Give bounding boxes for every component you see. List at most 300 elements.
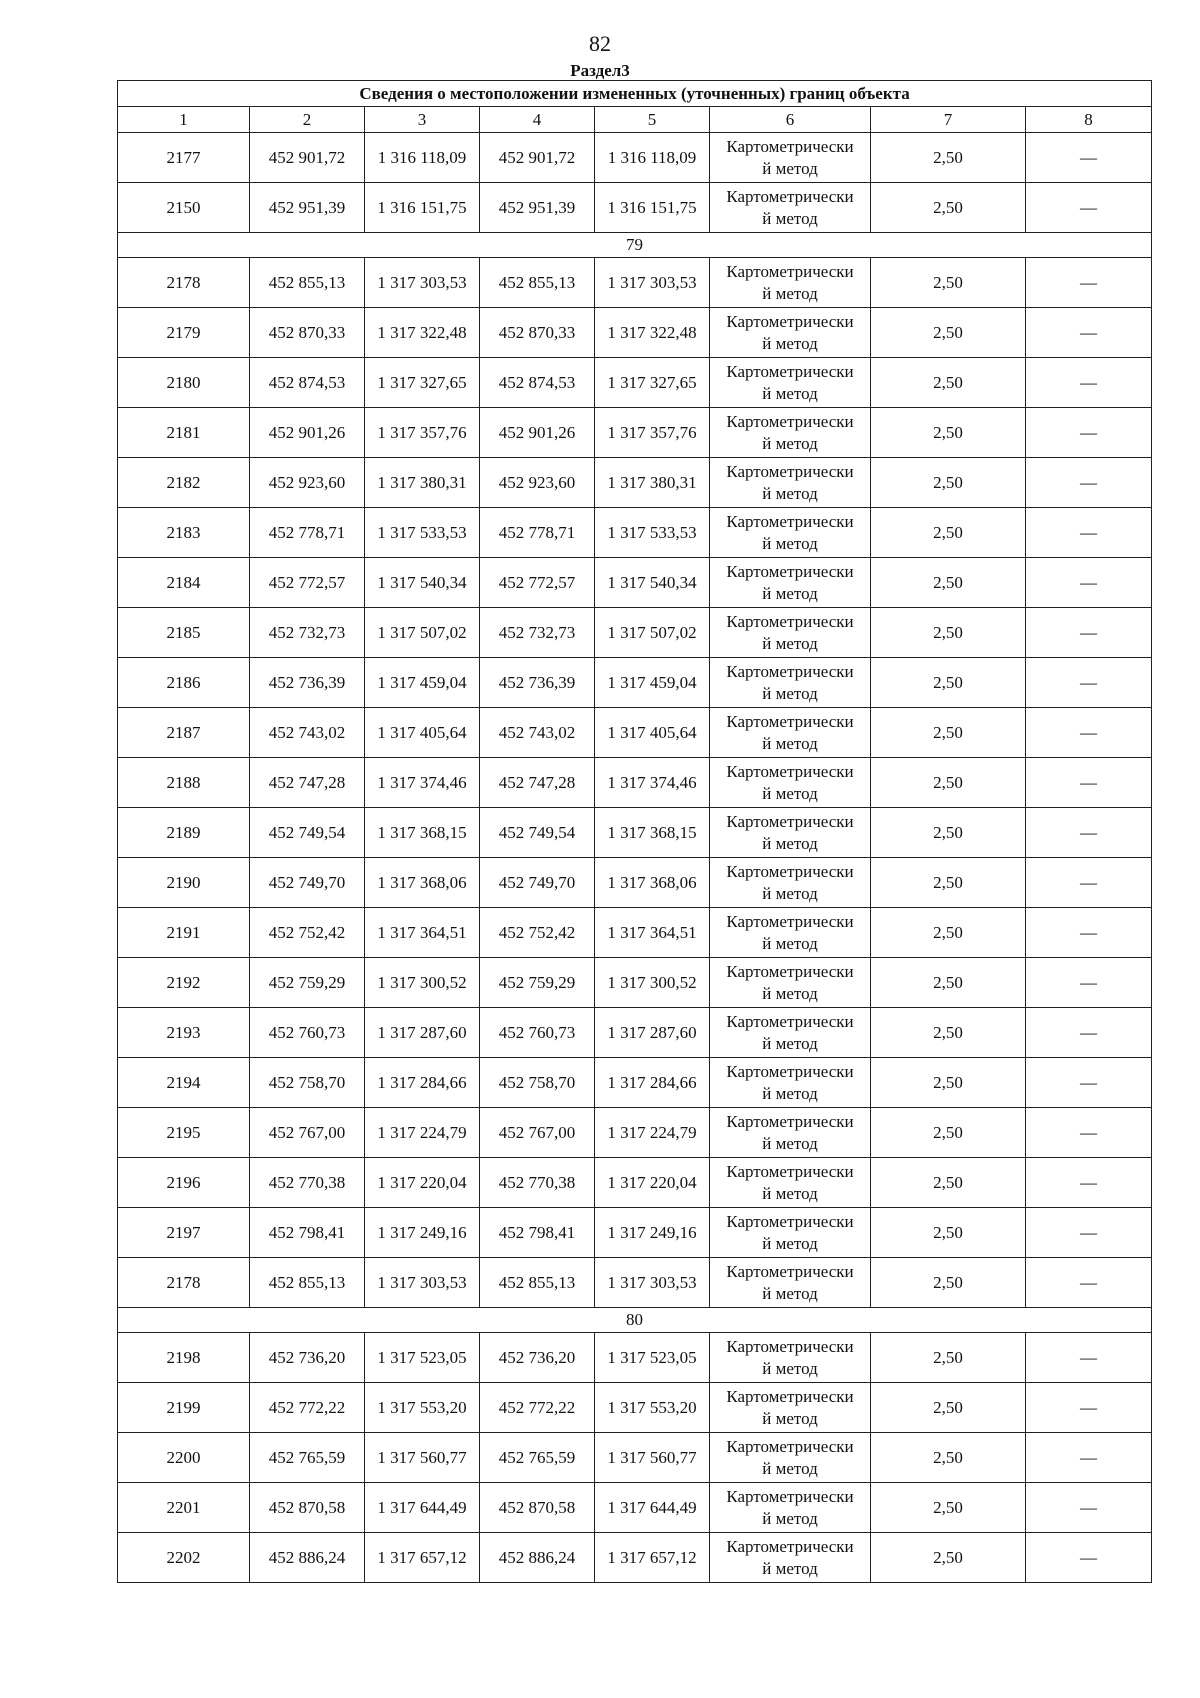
method-line: Картометрически xyxy=(726,1061,854,1081)
method-line: Картометрически xyxy=(726,1486,854,1506)
method-line: й метод xyxy=(762,283,818,303)
description-cell: — xyxy=(1026,1058,1152,1108)
x-old-cell: 452 951,39 xyxy=(250,183,365,233)
x-old-cell: 452 874,53 xyxy=(250,358,365,408)
x-new-cell: 452 747,28 xyxy=(480,758,595,808)
point-number-cell: 2192 xyxy=(118,958,250,1008)
accuracy-cell: 2,50 xyxy=(871,258,1026,308)
method-line: Картометрически xyxy=(726,1536,854,1556)
method-line: й метод xyxy=(762,1133,818,1153)
x-new-cell: 452 759,29 xyxy=(480,958,595,1008)
y-new-cell: 1 317 224,79 xyxy=(595,1108,710,1158)
x-new-cell: 452 951,39 xyxy=(480,183,595,233)
accuracy-cell: 2,50 xyxy=(871,1158,1026,1208)
y-new-cell: 1 317 533,53 xyxy=(595,508,710,558)
column-number: 6 xyxy=(710,107,871,133)
table-row xyxy=(118,308,1152,358)
method-cell xyxy=(710,408,871,458)
x-new-cell: 452 874,53 xyxy=(480,358,595,408)
x-old-cell: 452 855,13 xyxy=(250,1258,365,1308)
method-line: Картометрически xyxy=(726,261,854,281)
point-number-cell: 2195 xyxy=(118,1108,250,1158)
method-line: й метод xyxy=(762,783,818,803)
method-cell xyxy=(710,1383,871,1433)
point-number-cell: 2197 xyxy=(118,1208,250,1258)
contour-group-row xyxy=(118,233,1152,258)
method-line: Картометрически xyxy=(726,661,854,681)
y-old-cell: 1 317 368,06 xyxy=(365,858,480,908)
accuracy-cell: 2,50 xyxy=(871,558,1026,608)
table-row xyxy=(118,1058,1152,1108)
point-number-cell: 2193 xyxy=(118,1008,250,1058)
method-cell xyxy=(710,1158,871,1208)
y-new-cell: 1 316 118,09 xyxy=(595,133,710,183)
y-old-cell: 1 317 405,64 xyxy=(365,708,480,758)
y-new-cell: 1 317 368,06 xyxy=(595,858,710,908)
table-row xyxy=(118,358,1152,408)
x-new-cell: 452 758,70 xyxy=(480,1058,595,1108)
description-cell: — xyxy=(1026,133,1152,183)
method-line: Картометрически xyxy=(726,911,854,931)
description-cell: — xyxy=(1026,758,1152,808)
method-cell xyxy=(710,1108,871,1158)
x-old-cell: 452 901,26 xyxy=(250,408,365,458)
method-line: й метод xyxy=(762,383,818,403)
description-cell: — xyxy=(1026,408,1152,458)
table-body xyxy=(118,133,1152,1583)
x-new-cell: 452 901,72 xyxy=(480,133,595,183)
table-row xyxy=(118,458,1152,508)
contour-number: 80 xyxy=(118,1308,1152,1333)
y-old-cell: 1 317 523,05 xyxy=(365,1333,480,1383)
method-line: Картометрически xyxy=(726,311,854,331)
method-line: Картометрически xyxy=(726,461,854,481)
table-row xyxy=(118,1158,1152,1208)
description-cell: — xyxy=(1026,608,1152,658)
method-cell xyxy=(710,183,871,233)
point-number-cell: 2202 xyxy=(118,1533,250,1583)
method-cell xyxy=(710,608,871,658)
method-line: Картометрически xyxy=(726,186,854,206)
y-old-cell: 1 317 284,66 xyxy=(365,1058,480,1108)
method-cell xyxy=(710,508,871,558)
accuracy-cell: 2,50 xyxy=(871,1208,1026,1258)
x-old-cell: 452 747,28 xyxy=(250,758,365,808)
method-cell xyxy=(710,1433,871,1483)
accuracy-cell: 2,50 xyxy=(871,183,1026,233)
x-old-cell: 452 760,73 xyxy=(250,1008,365,1058)
x-new-cell: 452 772,57 xyxy=(480,558,595,608)
point-number-cell: 2201 xyxy=(118,1483,250,1533)
method-cell xyxy=(710,458,871,508)
x-old-cell: 452 923,60 xyxy=(250,458,365,508)
table-row xyxy=(118,408,1152,458)
y-old-cell: 1 317 300,52 xyxy=(365,958,480,1008)
point-number-cell: 2180 xyxy=(118,358,250,408)
y-new-cell: 1 317 303,53 xyxy=(595,258,710,308)
method-cell xyxy=(710,1258,871,1308)
y-old-cell: 1 317 327,65 xyxy=(365,358,480,408)
page-number: 82 xyxy=(589,31,611,56)
table-row xyxy=(118,1433,1152,1483)
method-cell xyxy=(710,308,871,358)
method-line: й метод xyxy=(762,1283,818,1303)
x-new-cell: 452 736,20 xyxy=(480,1333,595,1383)
contour-number: 79 xyxy=(118,233,1152,258)
y-old-cell: 1 317 322,48 xyxy=(365,308,480,358)
method-line: й метод xyxy=(762,433,818,453)
method-cell xyxy=(710,958,871,1008)
y-new-cell: 1 317 459,04 xyxy=(595,658,710,708)
description-cell: — xyxy=(1026,558,1152,608)
accuracy-cell: 2,50 xyxy=(871,908,1026,958)
table-row xyxy=(118,508,1152,558)
description-cell: — xyxy=(1026,658,1152,708)
method-cell xyxy=(710,908,871,958)
method-line: й метод xyxy=(762,583,818,603)
method-cell xyxy=(710,708,871,758)
x-old-cell: 452 752,42 xyxy=(250,908,365,958)
y-old-cell: 1 317 553,20 xyxy=(365,1383,480,1433)
method-line: й метод xyxy=(762,983,818,1003)
y-new-cell: 1 317 364,51 xyxy=(595,908,710,958)
method-cell xyxy=(710,1333,871,1383)
point-number-cell: 2198 xyxy=(118,1333,250,1383)
method-line: Картометрически xyxy=(726,1386,854,1406)
x-old-cell: 452 886,24 xyxy=(250,1533,365,1583)
x-old-cell: 452 732,73 xyxy=(250,608,365,658)
method-line: Картометрически xyxy=(726,1436,854,1456)
accuracy-cell: 2,50 xyxy=(871,1383,1026,1433)
table-row xyxy=(118,708,1152,758)
method-line: й метод xyxy=(762,633,818,653)
column-number: 5 xyxy=(595,107,710,133)
description-cell: — xyxy=(1026,458,1152,508)
point-number-cell: 2183 xyxy=(118,508,250,558)
point-number-cell: 2179 xyxy=(118,308,250,358)
accuracy-cell: 2,50 xyxy=(871,408,1026,458)
x-old-cell: 452 759,29 xyxy=(250,958,365,1008)
y-new-cell: 1 317 507,02 xyxy=(595,608,710,658)
y-new-cell: 1 317 523,05 xyxy=(595,1333,710,1383)
description-cell: — xyxy=(1026,183,1152,233)
section-title: Раздел3 xyxy=(570,61,630,80)
table-row xyxy=(118,1333,1152,1383)
x-new-cell: 452 749,70 xyxy=(480,858,595,908)
method-cell xyxy=(710,1208,871,1258)
description-cell: — xyxy=(1026,258,1152,308)
y-old-cell: 1 316 151,75 xyxy=(365,183,480,233)
x-old-cell: 452 758,70 xyxy=(250,1058,365,1108)
y-old-cell: 1 317 507,02 xyxy=(365,608,480,658)
y-new-cell: 1 317 405,64 xyxy=(595,708,710,758)
accuracy-cell: 2,50 xyxy=(871,758,1026,808)
point-number-cell: 2189 xyxy=(118,808,250,858)
accuracy-cell: 2,50 xyxy=(871,708,1026,758)
column-number-row xyxy=(118,107,1152,133)
method-cell xyxy=(710,808,871,858)
accuracy-cell: 2,50 xyxy=(871,1108,1026,1158)
x-new-cell: 452 901,26 xyxy=(480,408,595,458)
table-row xyxy=(118,133,1152,183)
accuracy-cell: 2,50 xyxy=(871,308,1026,358)
y-new-cell: 1 317 368,15 xyxy=(595,808,710,858)
x-new-cell: 452 760,73 xyxy=(480,1008,595,1058)
x-old-cell: 452 770,38 xyxy=(250,1158,365,1208)
y-new-cell: 1 317 327,65 xyxy=(595,358,710,408)
point-number-cell: 2188 xyxy=(118,758,250,808)
point-number-cell: 2194 xyxy=(118,1058,250,1108)
point-number-cell: 2178 xyxy=(118,1258,250,1308)
point-number-cell: 2185 xyxy=(118,608,250,658)
x-new-cell: 452 767,00 xyxy=(480,1108,595,1158)
method-cell xyxy=(710,1008,871,1058)
method-line: й метод xyxy=(762,683,818,703)
column-number: 4 xyxy=(480,107,595,133)
column-number: 3 xyxy=(365,107,480,133)
x-old-cell: 452 749,54 xyxy=(250,808,365,858)
method-line: Картометрически xyxy=(726,561,854,581)
method-line: й метод xyxy=(762,1033,818,1053)
table-caption: Сведения о местоположении измененных (уточненных) границ объекта xyxy=(118,81,1152,107)
accuracy-cell: 2,50 xyxy=(871,1058,1026,1108)
y-new-cell: 1 317 540,34 xyxy=(595,558,710,608)
x-old-cell: 452 901,72 xyxy=(250,133,365,183)
x-new-cell: 452 855,13 xyxy=(480,258,595,308)
y-old-cell: 1 317 220,04 xyxy=(365,1158,480,1208)
x-new-cell: 452 923,60 xyxy=(480,458,595,508)
method-cell xyxy=(710,358,871,408)
y-new-cell: 1 317 284,66 xyxy=(595,1058,710,1108)
accuracy-cell: 2,50 xyxy=(871,1433,1026,1483)
accuracy-cell: 2,50 xyxy=(871,508,1026,558)
x-old-cell: 452 736,39 xyxy=(250,658,365,708)
accuracy-cell: 2,50 xyxy=(871,1483,1026,1533)
point-number-cell: 2187 xyxy=(118,708,250,758)
column-number: 1 xyxy=(118,107,250,133)
x-new-cell: 452 743,02 xyxy=(480,708,595,758)
accuracy-cell: 2,50 xyxy=(871,1258,1026,1308)
table-row xyxy=(118,1533,1152,1583)
x-new-cell: 452 770,38 xyxy=(480,1158,595,1208)
description-cell: — xyxy=(1026,1108,1152,1158)
method-line: й метод xyxy=(762,1558,818,1578)
method-line: й метод xyxy=(762,158,818,178)
column-number: 7 xyxy=(871,107,1026,133)
method-line: й метод xyxy=(762,883,818,903)
x-old-cell: 452 765,59 xyxy=(250,1433,365,1483)
x-old-cell: 452 772,57 xyxy=(250,558,365,608)
method-line: Картометрически xyxy=(726,411,854,431)
x-old-cell: 452 870,58 xyxy=(250,1483,365,1533)
accuracy-cell: 2,50 xyxy=(871,858,1026,908)
x-old-cell: 452 749,70 xyxy=(250,858,365,908)
description-cell: — xyxy=(1026,1008,1152,1058)
table-row xyxy=(118,183,1152,233)
method-cell xyxy=(710,1483,871,1533)
method-line: й метод xyxy=(762,1408,818,1428)
x-old-cell: 452 870,33 xyxy=(250,308,365,358)
y-new-cell: 1 317 374,46 xyxy=(595,758,710,808)
description-cell: — xyxy=(1026,1433,1152,1483)
accuracy-cell: 2,50 xyxy=(871,808,1026,858)
table-row xyxy=(118,908,1152,958)
description-cell: — xyxy=(1026,508,1152,558)
y-old-cell: 1 317 287,60 xyxy=(365,1008,480,1058)
method-cell xyxy=(710,1533,871,1583)
y-old-cell: 1 317 224,79 xyxy=(365,1108,480,1158)
table-row xyxy=(118,1483,1152,1533)
column-number: 8 xyxy=(1026,107,1152,133)
method-line: Картометрически xyxy=(726,136,854,156)
y-old-cell: 1 317 540,34 xyxy=(365,558,480,608)
y-old-cell: 1 317 357,76 xyxy=(365,408,480,458)
y-old-cell: 1 317 459,04 xyxy=(365,658,480,708)
method-line: Картометрически xyxy=(726,861,854,881)
method-line: й метод xyxy=(762,1358,818,1378)
y-old-cell: 1 317 364,51 xyxy=(365,908,480,958)
accuracy-cell: 2,50 xyxy=(871,1008,1026,1058)
y-old-cell: 1 317 533,53 xyxy=(365,508,480,558)
method-line: й метод xyxy=(762,1458,818,1478)
accuracy-cell: 2,50 xyxy=(871,608,1026,658)
column-number: 2 xyxy=(250,107,365,133)
method-line: Картометрически xyxy=(726,1336,854,1356)
y-old-cell: 1 317 560,77 xyxy=(365,1433,480,1483)
y-old-cell: 1 317 303,53 xyxy=(365,1258,480,1308)
x-old-cell: 452 772,22 xyxy=(250,1383,365,1433)
method-cell xyxy=(710,258,871,308)
x-old-cell: 452 778,71 xyxy=(250,508,365,558)
y-new-cell: 1 317 644,49 xyxy=(595,1483,710,1533)
description-cell: — xyxy=(1026,708,1152,758)
method-line: Картометрически xyxy=(726,361,854,381)
x-new-cell: 452 736,39 xyxy=(480,658,595,708)
y-new-cell: 1 317 357,76 xyxy=(595,408,710,458)
x-new-cell: 452 752,42 xyxy=(480,908,595,958)
accuracy-cell: 2,50 xyxy=(871,458,1026,508)
description-cell: — xyxy=(1026,1383,1152,1433)
method-cell xyxy=(710,858,871,908)
x-new-cell: 452 778,71 xyxy=(480,508,595,558)
x-new-cell: 452 732,73 xyxy=(480,608,595,658)
point-number-cell: 2186 xyxy=(118,658,250,708)
x-new-cell: 452 886,24 xyxy=(480,1533,595,1583)
x-old-cell: 452 798,41 xyxy=(250,1208,365,1258)
x-new-cell: 452 772,22 xyxy=(480,1383,595,1433)
x-new-cell: 452 870,33 xyxy=(480,308,595,358)
table-row xyxy=(118,1208,1152,1258)
table-row xyxy=(118,958,1152,1008)
description-cell: — xyxy=(1026,1158,1152,1208)
point-number-cell: 2184 xyxy=(118,558,250,608)
description-cell: — xyxy=(1026,1483,1152,1533)
y-new-cell: 1 317 560,77 xyxy=(595,1433,710,1483)
method-line: Картометрически xyxy=(726,1261,854,1281)
y-new-cell: 1 317 322,48 xyxy=(595,308,710,358)
y-new-cell: 1 317 287,60 xyxy=(595,1008,710,1058)
x-old-cell: 452 855,13 xyxy=(250,258,365,308)
description-cell: — xyxy=(1026,858,1152,908)
method-line: й метод xyxy=(762,1083,818,1103)
description-cell: — xyxy=(1026,308,1152,358)
y-new-cell: 1 317 249,16 xyxy=(595,1208,710,1258)
method-line: й метод xyxy=(762,1183,818,1203)
accuracy-cell: 2,50 xyxy=(871,1533,1026,1583)
table-row xyxy=(118,1108,1152,1158)
y-old-cell: 1 317 374,46 xyxy=(365,758,480,808)
y-new-cell: 1 317 220,04 xyxy=(595,1158,710,1208)
method-line: Картометрически xyxy=(726,1211,854,1231)
contour-group-row xyxy=(118,1308,1152,1333)
y-new-cell: 1 317 657,12 xyxy=(595,1533,710,1583)
x-new-cell: 452 798,41 xyxy=(480,1208,595,1258)
method-line: й метод xyxy=(762,483,818,503)
y-old-cell: 1 317 657,12 xyxy=(365,1533,480,1583)
x-new-cell: 452 749,54 xyxy=(480,808,595,858)
y-new-cell: 1 317 380,31 xyxy=(595,458,710,508)
accuracy-cell: 2,50 xyxy=(871,1333,1026,1383)
point-number-cell: 2178 xyxy=(118,258,250,308)
y-new-cell: 1 317 303,53 xyxy=(595,1258,710,1308)
table-row xyxy=(118,858,1152,908)
point-number-cell: 2196 xyxy=(118,1158,250,1208)
x-old-cell: 452 736,20 xyxy=(250,1333,365,1383)
method-line: Картометрически xyxy=(726,1161,854,1181)
description-cell: — xyxy=(1026,1208,1152,1258)
y-old-cell: 1 317 303,53 xyxy=(365,258,480,308)
method-line: Картометрически xyxy=(726,1111,854,1131)
method-line: й метод xyxy=(762,1508,818,1528)
point-number-cell: 2182 xyxy=(118,458,250,508)
method-line: й метод xyxy=(762,733,818,753)
table-row xyxy=(118,608,1152,658)
point-number-cell: 2181 xyxy=(118,408,250,458)
method-cell xyxy=(710,758,871,808)
description-cell: — xyxy=(1026,808,1152,858)
method-line: Картометрически xyxy=(726,611,854,631)
accuracy-cell: 2,50 xyxy=(871,958,1026,1008)
x-new-cell: 452 765,59 xyxy=(480,1433,595,1483)
method-line: Картометрически xyxy=(726,711,854,731)
description-cell: — xyxy=(1026,358,1152,408)
method-line: й метод xyxy=(762,208,818,228)
method-cell xyxy=(710,133,871,183)
point-number-cell: 2200 xyxy=(118,1433,250,1483)
accuracy-cell: 2,50 xyxy=(871,358,1026,408)
coordinates-table xyxy=(117,80,1152,1583)
accuracy-cell: 2,50 xyxy=(871,658,1026,708)
table-row xyxy=(118,1008,1152,1058)
point-number-cell: 2190 xyxy=(118,858,250,908)
table-row xyxy=(118,758,1152,808)
table-row xyxy=(118,258,1152,308)
description-cell: — xyxy=(1026,958,1152,1008)
method-line: Картометрически xyxy=(726,961,854,981)
description-cell: — xyxy=(1026,1333,1152,1383)
method-line: Картометрически xyxy=(726,811,854,831)
x-new-cell: 452 855,13 xyxy=(480,1258,595,1308)
x-new-cell: 452 870,58 xyxy=(480,1483,595,1533)
method-cell xyxy=(710,558,871,608)
y-old-cell: 1 317 644,49 xyxy=(365,1483,480,1533)
x-old-cell: 452 743,02 xyxy=(250,708,365,758)
x-old-cell: 452 767,00 xyxy=(250,1108,365,1158)
table-row xyxy=(118,558,1152,608)
y-old-cell: 1 317 368,15 xyxy=(365,808,480,858)
point-number-cell: 2177 xyxy=(118,133,250,183)
accuracy-cell: 2,50 xyxy=(871,133,1026,183)
